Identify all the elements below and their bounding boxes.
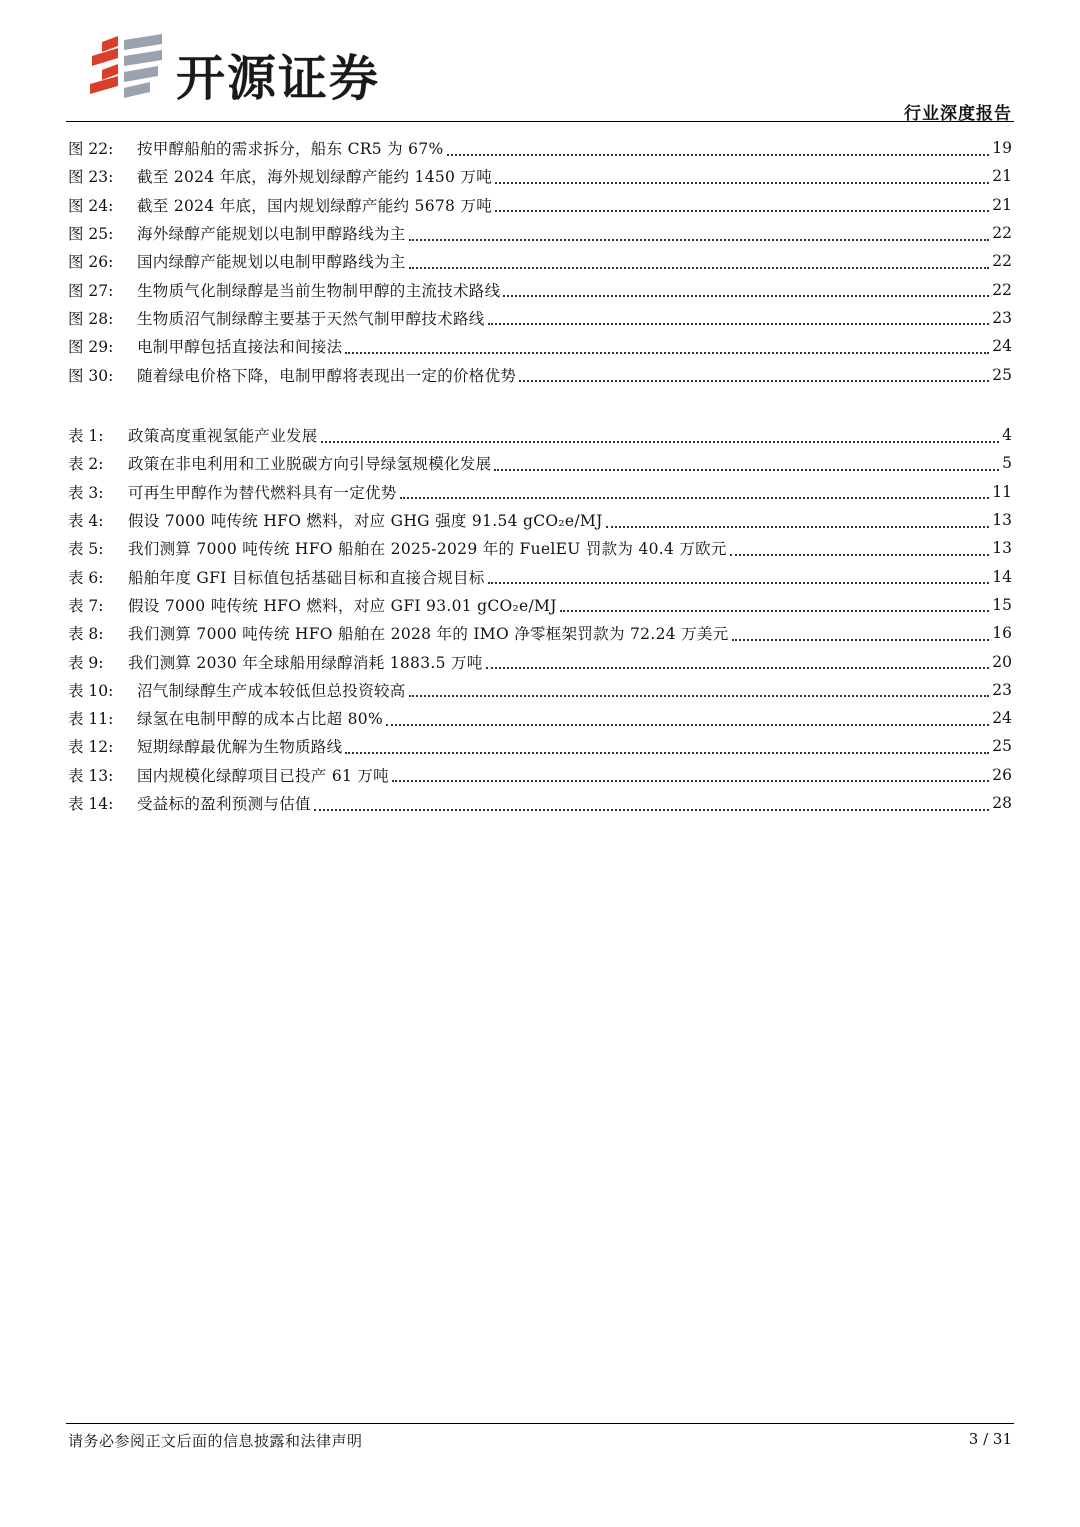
toc-title: 生物质气化制绿醇是当前生物制甲醇的主流技术路线 — [137, 281, 501, 300]
toc-page: 16 — [992, 624, 1012, 643]
dot-leader — [314, 808, 989, 811]
dot-leader — [488, 581, 990, 584]
toc-label: 表 7: — [68, 596, 104, 615]
toc-label: 图 22: — [68, 140, 114, 159]
toc-title: 我们测算 7000 吨传统 HFO 船舶在 2028 年的 IMO 净零框架罚款为 72.24 万美元 — [128, 625, 729, 644]
toc-label: 表 9: — [68, 653, 104, 672]
toc-label: 图 24: — [68, 196, 114, 215]
toc-page: 14 — [992, 567, 1012, 586]
toc-page: 11 — [992, 482, 1012, 501]
dot-leader — [495, 209, 989, 212]
toc-title: 海外绿醇产能规划以电制甲醇路线为主 — [137, 225, 406, 244]
toc-page: 26 — [992, 765, 1012, 784]
dot-leader — [409, 238, 990, 241]
toc-title: 短期绿醇最优解为生物质路线 — [137, 738, 343, 757]
toc-label: 图 26: — [68, 253, 114, 272]
toc-entry-figure-29[interactable] — [68, 332, 1012, 360]
toc-page: 24 — [992, 337, 1012, 356]
toc-label: 表 2: — [68, 455, 104, 474]
toc-entry-figure-24[interactable] — [68, 191, 1012, 219]
toc-entry-figure-23[interactable] — [68, 162, 1012, 190]
toc-entry-table-1[interactable] — [68, 421, 1012, 449]
toc-label: 图 23: — [68, 168, 114, 187]
toc-entry-table-14[interactable] — [68, 789, 1012, 817]
toc-label: 表 4: — [68, 512, 104, 531]
toc-entry-table-3[interactable] — [68, 478, 1012, 506]
toc-title: 政策在非电利用和工业脱碳方向引导绿氢规模化发展 — [128, 455, 492, 474]
dot-leader — [494, 468, 999, 471]
dot-leader — [732, 638, 990, 641]
toc-title: 生物质沼气制绿醇主要基于天然气制甲醇技术路线 — [137, 309, 485, 328]
toc-page: 21 — [992, 195, 1012, 214]
toc-title: 受益标的盈利预测与估值 — [137, 795, 311, 813]
toc-page: 13 — [992, 511, 1012, 530]
toc-page: 19 — [992, 139, 1012, 158]
logo-mark-icon — [88, 34, 168, 100]
dot-leader — [321, 440, 1000, 443]
toc-page: 5 — [1002, 454, 1012, 473]
toc-entry-figure-30[interactable] — [68, 360, 1012, 388]
toc-title: 假设 7000 吨传统 HFO 燃料，对应 GHG 强度 91.54 gCO₂e/MJ — [128, 512, 603, 531]
toc-page: 23 — [992, 308, 1012, 327]
dot-leader — [606, 525, 990, 528]
toc-title: 我们测算 7000 吨传统 HFO 船舶在 2025-2029 年的 FuelEU 罚款为 40.4 万欧元 — [128, 540, 727, 559]
toc-entry-figure-27[interactable] — [68, 275, 1012, 303]
dot-leader — [495, 181, 989, 184]
dot-leader — [519, 379, 989, 382]
toc-label: 表 8: — [68, 625, 104, 644]
footer-divider — [66, 1423, 1014, 1424]
footer-disclaimer: 请务必参阅正文后面的信息披露和法律声明 — [68, 1432, 363, 1450]
toc-entry-figure-26[interactable] — [68, 247, 1012, 275]
toc-label: 表 14: — [68, 795, 114, 813]
toc-entry-table-9[interactable] — [68, 647, 1012, 675]
toc-title: 截至 2024 年底，国内规划绿醇产能约 5678 万吨 — [137, 196, 493, 215]
toc-label: 图 28: — [68, 309, 114, 328]
toc-entry-table-13[interactable] — [68, 761, 1012, 789]
toc-title: 国内绿醇产能规划以电制甲醇路线为主 — [137, 253, 406, 272]
dot-leader — [730, 553, 989, 556]
toc-title: 可再生甲醇作为替代燃料具有一定优势 — [128, 483, 397, 502]
toc-title: 船舶年度 GFI 目标值包括基础目标和直接合规目标 — [128, 568, 485, 587]
dot-leader — [488, 322, 990, 325]
dot-leader — [560, 609, 990, 612]
toc-page: 20 — [992, 652, 1012, 671]
toc-label: 表 10: — [68, 681, 114, 700]
toc-title: 截至 2024 年底，海外规划绿醇产能约 1450 万吨 — [137, 168, 493, 187]
toc-entry-table-4[interactable] — [68, 506, 1012, 534]
toc-entry-table-6[interactable] — [68, 562, 1012, 590]
toc-title: 国内规模化绿醇项目已投产 61 万吨 — [137, 766, 389, 785]
dot-leader — [386, 723, 989, 726]
toc-entry-table-11[interactable] — [68, 704, 1012, 732]
header-divider — [66, 121, 1014, 122]
toc-label: 表 5: — [68, 540, 104, 559]
toc-title: 我们测算 2030 年全球船用绿醇消耗 1883.5 万吨 — [128, 653, 483, 672]
toc-label: 图 25: — [68, 225, 114, 244]
toc-title: 假设 7000 吨传统 HFO 燃料，对应 GFI 93.01 gCO₂e/MJ — [128, 596, 557, 615]
toc-title: 随着绿电价格下降，电制甲醇将表现出一定的价格优势 — [137, 366, 517, 385]
dot-leader — [409, 694, 990, 697]
toc-label: 图 27: — [68, 281, 114, 300]
toc-page: 28 — [992, 794, 1012, 812]
toc-label: 表 13: — [68, 766, 114, 785]
report-type: 行业深度报告 — [904, 104, 1012, 124]
dot-leader — [503, 294, 989, 297]
toc-page: 22 — [992, 252, 1012, 271]
toc-title: 沼气制绿醇生产成本较低但总投资较高 — [137, 681, 406, 700]
toc-title: 按甲醇船舶的需求拆分，船东 CR5 为 67% — [137, 140, 444, 159]
dot-leader — [409, 266, 990, 269]
brand-name: 开源证券 — [176, 50, 381, 107]
toc-page: 25 — [992, 365, 1012, 384]
toc-label: 表 11: — [68, 710, 114, 729]
toc-label: 表 12: — [68, 738, 114, 757]
toc-page: 22 — [992, 280, 1012, 299]
toc-page: 23 — [992, 680, 1012, 699]
toc-entry-table-12[interactable] — [68, 732, 1012, 760]
page-indicator: 3 / 31 — [968, 1430, 1012, 1448]
toc-label: 表 1: — [68, 427, 104, 446]
table-list — [68, 421, 1012, 817]
toc-label: 图 30: — [68, 366, 114, 385]
toc-entry-table-7[interactable] — [68, 591, 1012, 619]
toc-entry-table-10[interactable] — [68, 676, 1012, 704]
toc-title: 政策高度重视氢能产业发展 — [128, 427, 318, 446]
toc-title: 绿氢在电制甲醇的成本占比超 80% — [137, 710, 383, 729]
toc-page: 24 — [992, 709, 1012, 728]
toc-title: 电制甲醇包括直接法和间接法 — [137, 338, 343, 357]
dot-leader — [392, 779, 989, 782]
company-logo — [88, 34, 418, 107]
toc-page: 22 — [992, 224, 1012, 243]
toc-page: 25 — [992, 737, 1012, 756]
toc-entry-figure-22[interactable] — [68, 134, 1012, 162]
dot-leader — [345, 751, 989, 754]
dot-leader — [400, 496, 990, 499]
toc-entry-figure-28[interactable] — [68, 304, 1012, 332]
toc-label: 图 29: — [68, 338, 114, 357]
toc-label: 表 3: — [68, 483, 104, 502]
dot-leader — [447, 153, 990, 156]
dot-leader — [345, 351, 989, 354]
figure-list — [68, 134, 1012, 389]
toc-label: 表 6: — [68, 568, 104, 587]
toc-entry-table-2[interactable] — [68, 449, 1012, 477]
toc-entry-table-5[interactable] — [68, 534, 1012, 562]
dot-leader — [486, 666, 990, 669]
toc-page: 15 — [992, 595, 1012, 614]
toc-page: 21 — [992, 167, 1012, 186]
toc-entry-figure-25[interactable] — [68, 219, 1012, 247]
toc-entry-table-8[interactable] — [68, 619, 1012, 647]
toc-page: 4 — [1002, 426, 1012, 445]
toc-page: 13 — [992, 539, 1012, 558]
